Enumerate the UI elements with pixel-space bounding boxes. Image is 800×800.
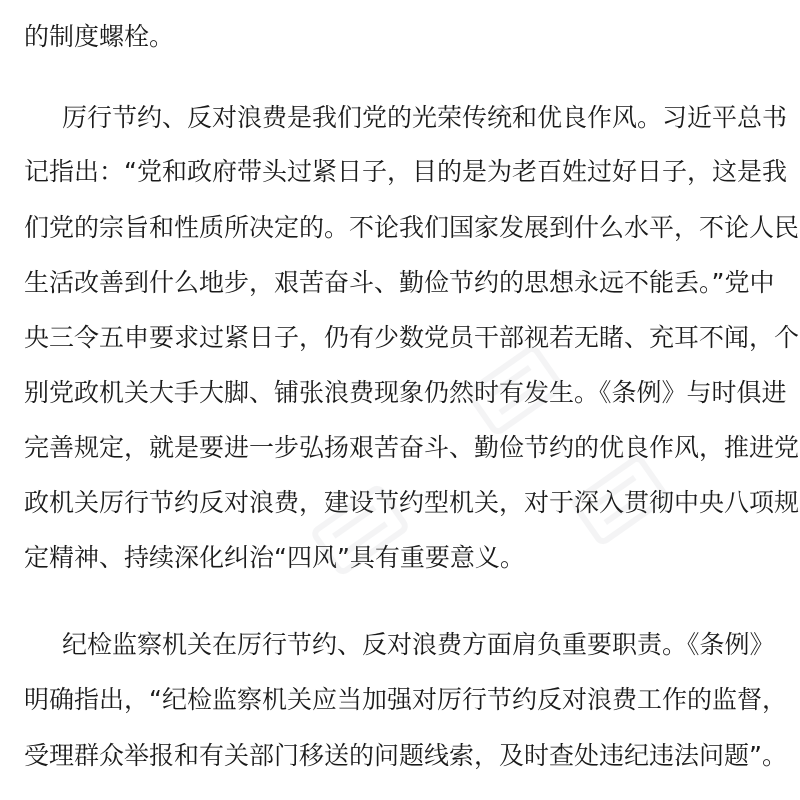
paragraph-2-line-6: 别党政机关大手大脚、铺张浪费现象仍然时有发生。《条例》与时俱进 (24, 378, 787, 407)
paragraph-3-line-2: 明确指出，“纪检监察机关应当加强对厉行节约反对浪费工作的监督， (24, 685, 787, 714)
text-line-1: 的制度螺栓。 (24, 22, 175, 51)
paragraph-3-line-1: 纪检监察机关在厉行节约、反对浪费方面肩负重要职责。《条例》 (62, 630, 775, 659)
paragraph-2-line-7: 完善规定，就是要进一步弘扬艰苦奋斗、勤俭节约的优良作风，推进党 (24, 433, 800, 462)
paragraph-2-line-1: 厉行节约、反对浪费是我们党的光荣传统和优良作风。习近平总书 (62, 103, 788, 132)
paragraph-2-line-8: 政机关厉行节约反对浪费，建设节约型机关，对于深入贯彻中央八项规 (24, 488, 800, 517)
paragraph-2-line-3: 们党的宗旨和性质所决定的。不论我们国家发展到什么水平，不论人民 (24, 213, 800, 242)
paragraph-3-line-3: 受理群众举报和有关部门移送的问题线索，及时查处违纪违法问题”。 (24, 741, 787, 770)
paragraph-2-line-5: 央三令五申要求过紧日子，仍有少数党员干部视若无睹、充耳不闻，个 (24, 323, 800, 352)
paragraph-2-line-2: 记指出：“党和政府带头过紧日子，目的是为老百姓过好日子，这是我 (24, 157, 787, 186)
paragraph-2-line-9: 定精神、持续深化纠治“四风”具有重要意义。 (24, 543, 525, 572)
paragraph-2-line-4: 生活改善到什么地步，艰苦奋斗、勤俭节约的思想永远不能丢。”党中 (24, 268, 775, 297)
